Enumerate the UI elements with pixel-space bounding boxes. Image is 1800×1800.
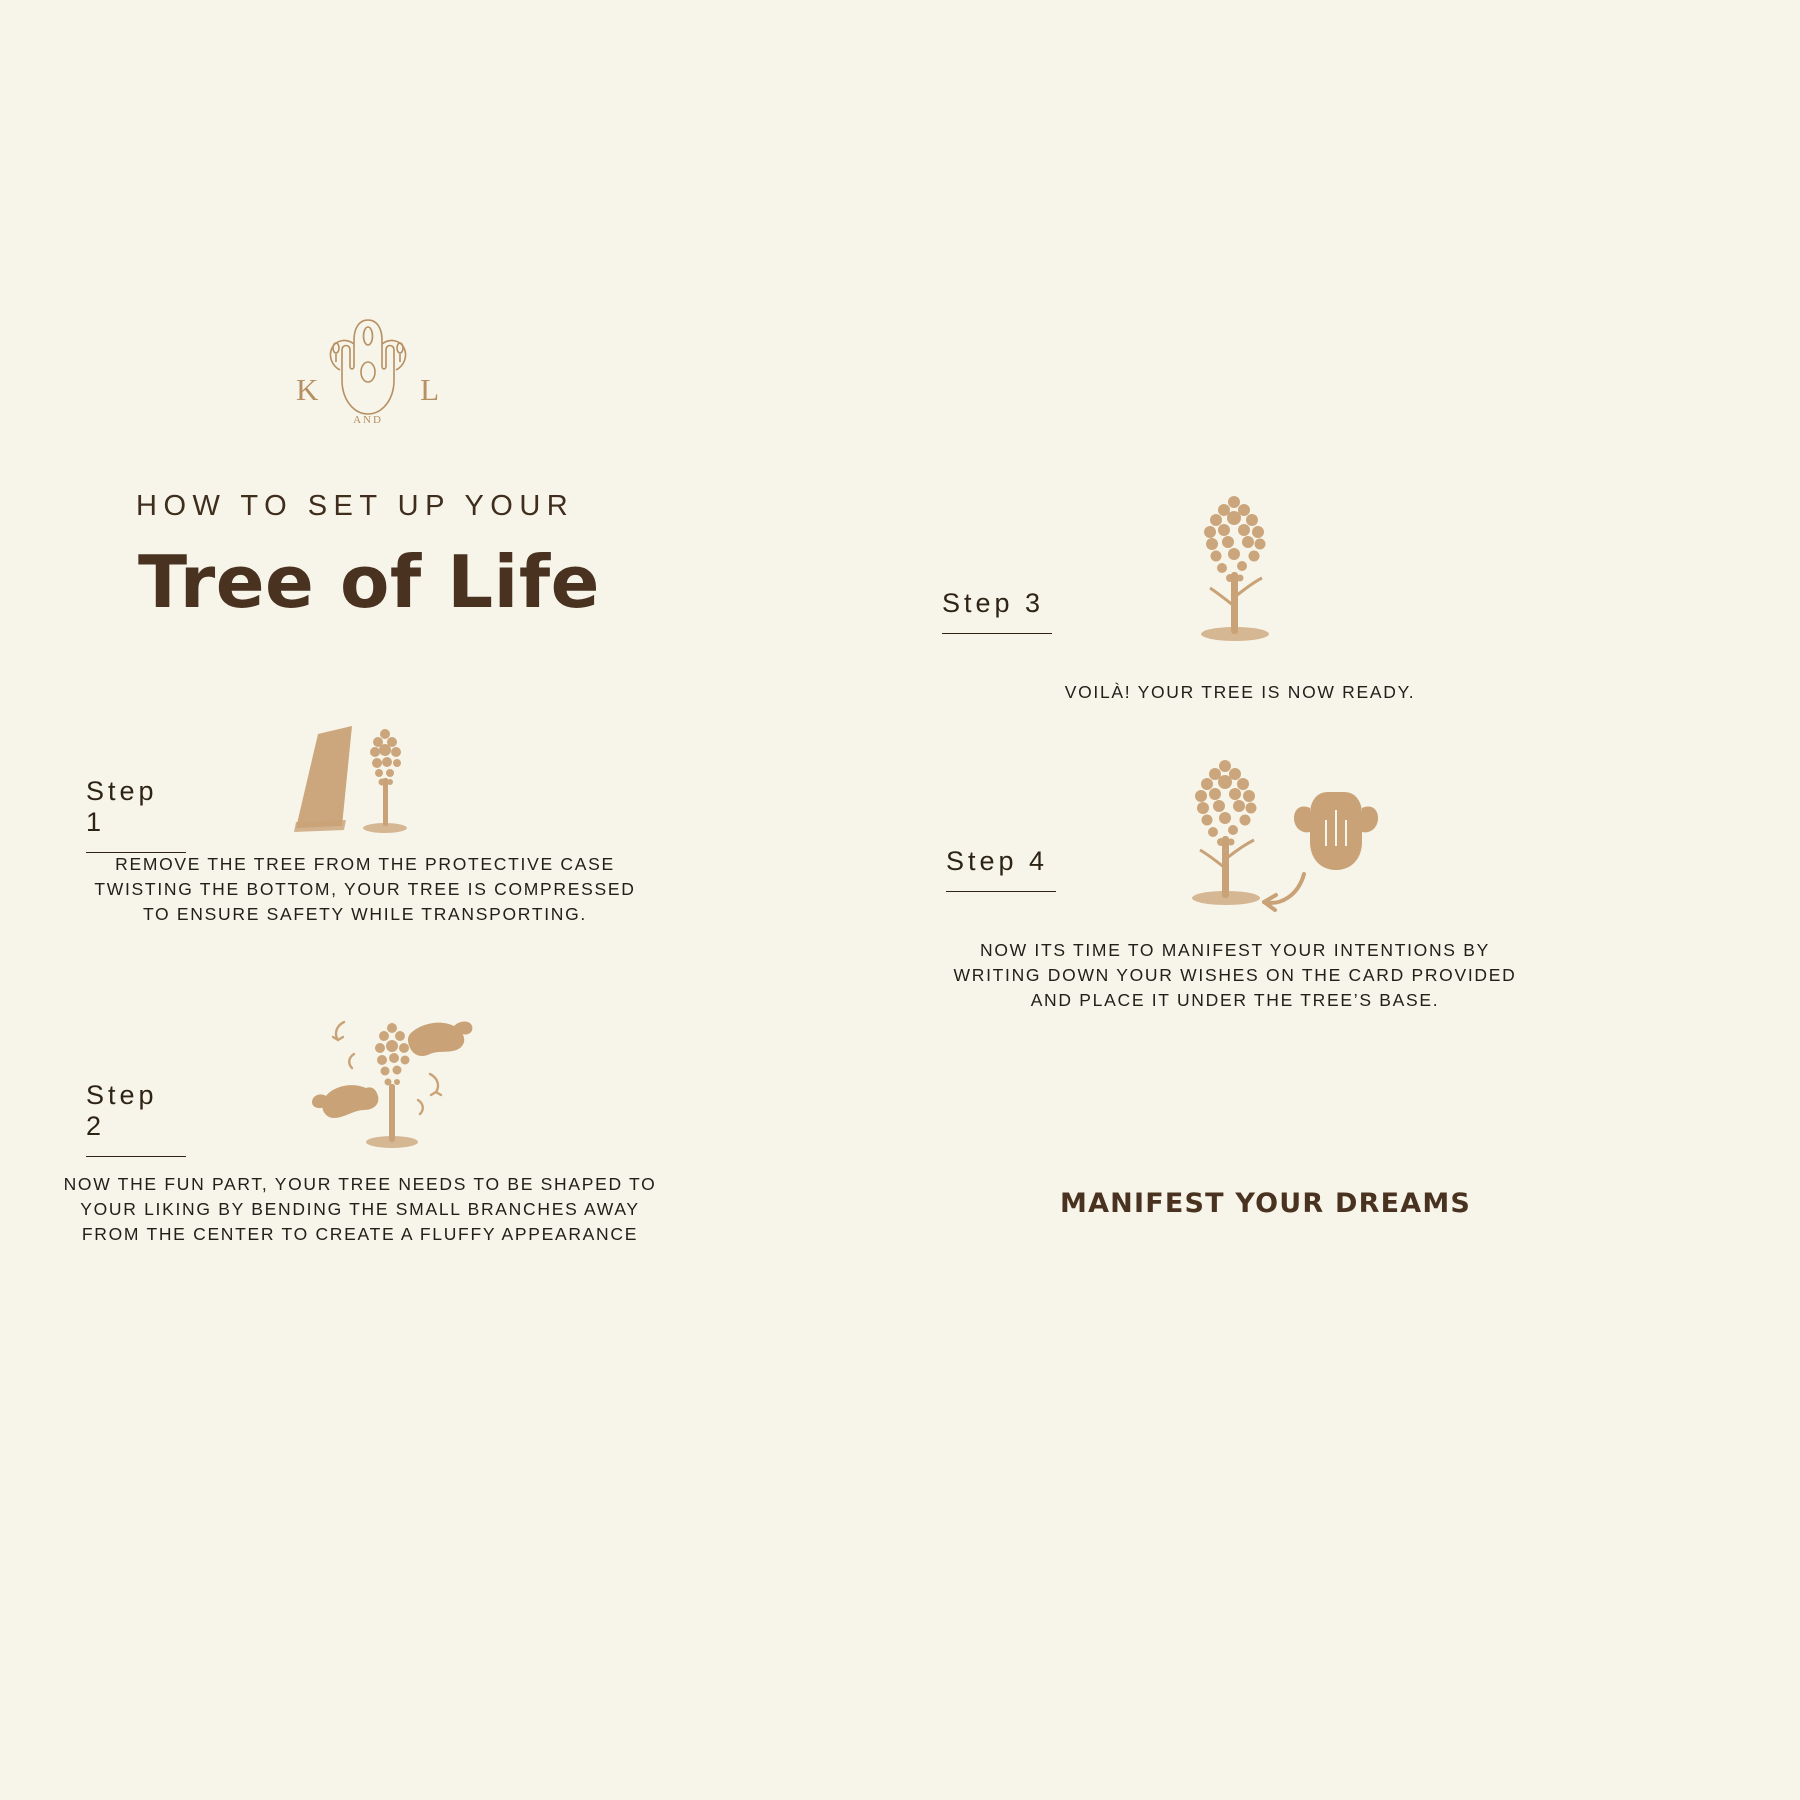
finished-tree-icon <box>1166 486 1304 646</box>
step-1-label: Step 1 <box>86 776 186 853</box>
step-2-text: NOW THE FUN PART, YOUR TREE NEEDS TO BE SHAPED TO YOUR LIKING BY BENDING THE SMALL BRANCHES AWAY FROM THE CENTER TO CREATE A FLUFFY APPEARANCE <box>63 1174 657 1244</box>
tree-with-card-and-arrow-icon <box>1160 750 1390 928</box>
brand-conjunction: AND <box>353 414 383 426</box>
brand-initial-right: L <box>420 372 440 407</box>
step-4-text: NOW ITS TIME TO MANIFEST YOUR INTENTIONS BY WRITING DOWN YOUR WISHES ON THE CARD PROVIDED AND PLACE IT UNDER THE TREE’S BASE. <box>953 940 1517 1010</box>
tree-in-case-icon <box>280 718 440 842</box>
footer-note: MANIFEST YOUR DREAMS <box>1060 1188 1472 1219</box>
brand-initial-left: K <box>296 372 320 407</box>
step-4-label: Step 4 <box>946 846 1056 892</box>
step-1-text: REMOVE THE TREE FROM THE PROTECTIVE CASE TWISTING THE BOTTOM, YOUR TREE IS COMPRESSED TO ENSURE SAFETY WHILE TRANSPORTING. <box>94 854 636 924</box>
brand-initials <box>296 372 440 408</box>
page-eyebrow: HOW TO SET UP YOUR <box>136 490 575 522</box>
hamsa-hand-icon <box>296 314 440 426</box>
brand-logo <box>296 318 440 442</box>
step-3-label: Step 3 <box>942 588 1052 634</box>
page-title: Tree of Life <box>138 540 601 624</box>
step-3-text: VOILÀ! YOUR TREE IS NOW READY. <box>1064 682 1416 702</box>
hands-shaping-tree-icon <box>308 1000 484 1152</box>
step-2-label: Step 2 <box>86 1080 186 1157</box>
